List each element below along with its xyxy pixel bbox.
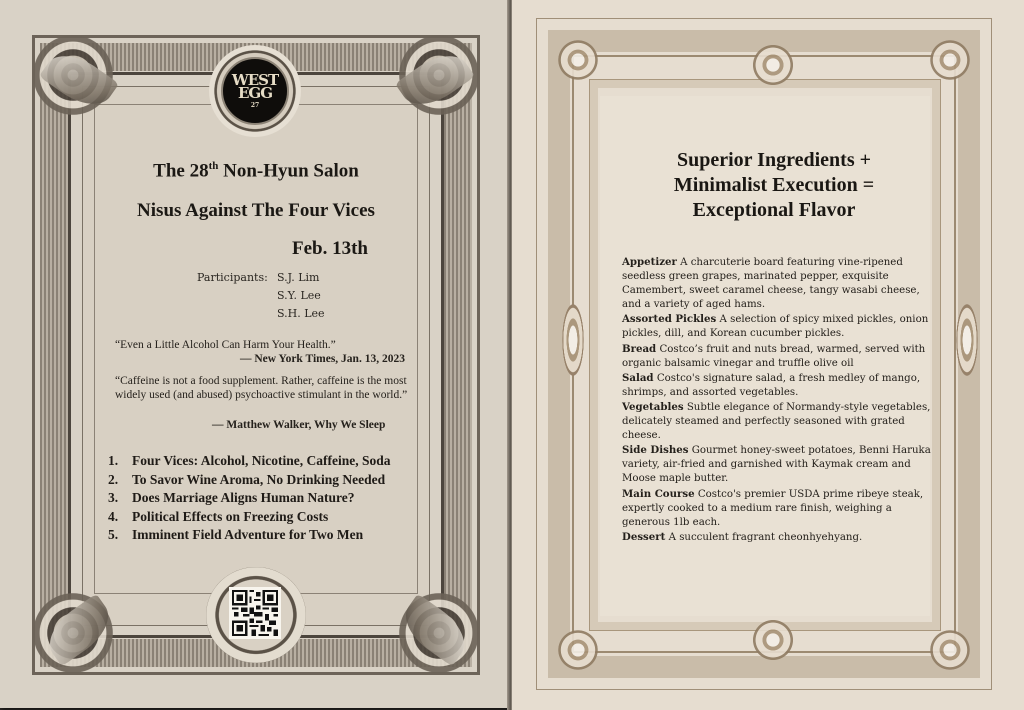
agenda-item [108, 471, 390, 490]
participant: S.H. Lee [277, 307, 325, 320]
course-name: Side Dishes [622, 444, 689, 457]
quote-source: — Matthew Walker, Why We Sleep [212, 419, 386, 431]
logo-text-line1: WEST [231, 70, 279, 89]
scroll-ornament-icon [920, 620, 980, 680]
quote-text: “Even a Little Alcohol Can Harm Your Health.” [115, 339, 336, 351]
scroll-ornament-icon [920, 30, 980, 90]
agenda-number: 5. [108, 527, 119, 542]
scroll-ornament-icon [548, 620, 608, 680]
agenda-text: Four Vices: Alcohol, Nicotine, Caffeine, Soda [132, 453, 391, 468]
agenda-item [108, 526, 390, 545]
title-ordinal: th [208, 160, 219, 172]
course-name: Appetizer [622, 256, 677, 268]
logo-text-line3: 27 [250, 101, 260, 109]
participant: S.J. Lim [277, 271, 320, 284]
scroll-ornament-icon [548, 30, 608, 90]
crest-ornament-icon [738, 615, 808, 665]
agenda-number: 3. [108, 490, 119, 505]
logo-text-line2: EGG [237, 84, 273, 103]
qr-code-icon[interactable] [229, 587, 281, 639]
title-suffix: Non-Hyun Salon [218, 160, 359, 182]
course-name: Salad [622, 371, 654, 384]
menu-item-dessert [622, 530, 942, 545]
event-title [0, 160, 512, 182]
menu-item-main-course [622, 487, 942, 530]
event-subtitle: Nisus Against The Four Vices [137, 200, 375, 221]
course-description: A selection of spicy mixed pickles, onion pickles, dill, and Korean cucumber pickles. [622, 314, 929, 340]
course-description: Costco's signature salad, a fresh medley of mango, shrimps, and assorted vegetables. [622, 372, 921, 398]
menu-list [622, 255, 942, 545]
participants-list [277, 271, 367, 325]
menu-item-bread [622, 342, 942, 371]
headline-line: Minimalist Execution = [673, 174, 875, 196]
west-egg-logo [221, 57, 289, 125]
course-description: Costco's premier USDA prime ribeye steak, expertly cooked to a medium rare finish, weighing a generous 1lb each. [622, 488, 924, 528]
agenda-item [108, 508, 390, 527]
title-prefix: The 28 [153, 160, 209, 182]
headline-line: Exceptional Flavor [692, 199, 856, 221]
agenda-text: Imminent Field Adventure for Two Men [132, 527, 364, 542]
quote-text: “Caffeine is not a food supplement. Rather, caffeine is the most widely used (and abused) psychoactive stimulant in the world.” [115, 375, 408, 401]
side-scroll-ornament-icon [558, 290, 588, 390]
course-name: Assorted Pickles [622, 313, 717, 326]
agenda-number: 4. [108, 508, 119, 524]
headline-line: Superior Ingredients + [676, 149, 871, 171]
course-description: Costco’s fruit and nuts bread, warmed, served with organic balsamic vinegar and truffle olive oil [622, 343, 926, 369]
course-name: Bread [622, 342, 657, 355]
course-name: Main Course [622, 487, 695, 500]
course-description: Subtle elegance of Normandy-style vegetables, delicately steamed and perfectly seasoned with grated cheese. [622, 401, 931, 442]
side-scroll-ornament-icon [952, 290, 982, 390]
invitation-card [0, 0, 512, 708]
participants-label: Participants: [197, 271, 268, 284]
menu-item-appetizer [622, 255, 942, 312]
agenda-text: Political Effects on Freezing Costs [132, 508, 329, 524]
course-description: A succulent fragrant cheonhyehyang. [668, 531, 863, 543]
agenda-list [108, 452, 390, 545]
agenda-item [108, 489, 390, 508]
menu-item-salad [622, 371, 942, 400]
course-description: Gourmet honey-sweet potatoes, Benni Haruka variety, air-fried and garnished with Kaymak cream and Moose maple butter. [622, 445, 931, 485]
menu-item-side-dishes [622, 443, 942, 486]
crest-ornament-icon [738, 40, 808, 90]
event-date: Feb. 13th [292, 238, 368, 259]
quote-source: — New York Times, Jan. 13, 2023 [240, 353, 405, 365]
agenda-number: 1. [108, 453, 119, 468]
menu-item-vegetables [622, 400, 942, 443]
participant: S.Y. Lee [277, 289, 321, 302]
menu-headline [604, 148, 944, 223]
course-name: Vegetables [622, 400, 684, 413]
agenda-number: 2. [108, 471, 119, 487]
course-name: Dessert [622, 530, 666, 543]
agenda-text: Does Marriage Aligns Human Nature? [132, 490, 355, 505]
agenda-item [108, 452, 390, 471]
agenda-text: To Savor Wine Aroma, No Drinking Needed [132, 471, 386, 487]
course-description: A charcuterie board featuring vine-ripened seedless green grapes, marinated pepper, exquisite Camembert, sweet caramel cheese, tangy wasabi cheese, and a variety of aged hams. [622, 257, 920, 311]
menu-item-pickles [622, 312, 942, 341]
